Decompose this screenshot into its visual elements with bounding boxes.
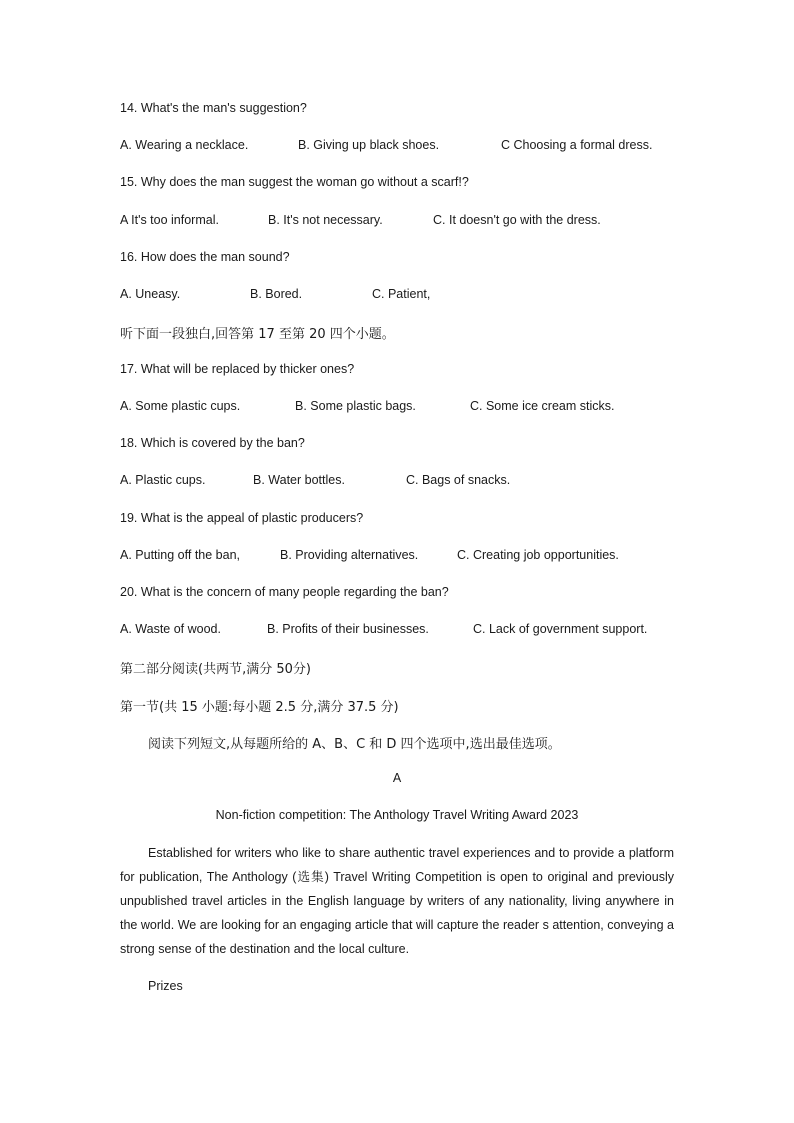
question-20: 20. What is the concern of many people regarding the ban? [120, 585, 449, 599]
monologue-instruction: 听下面一段独白,回答第 17 至第 20 四个小题。 [120, 327, 395, 342]
q16-option-c: C. Patient, [372, 287, 431, 301]
question-17: 17. What will be replaced by thicker ones? [120, 362, 355, 376]
q17-option-a: A. Some plastic cups. [120, 399, 241, 413]
passage-title: Non-fiction competition: The Anthology Travel Writing Award 2023 [215, 808, 579, 822]
reading-instruction: 阅读下列短文,从每题所给的 A、B、C 和 D 四个选项中,选出最佳选项。 [148, 737, 561, 752]
q15-option-c: C. It doesn't go with the dress. [433, 213, 601, 227]
q18-option-b: B. Water bottles. [253, 473, 345, 487]
q18-option-a: A. Plastic cups. [120, 473, 206, 487]
q18-option-c: C. Bags of snacks. [406, 473, 511, 487]
q15-option-b: B. It's not necessary. [268, 213, 383, 227]
q20-option-a: A. Waste of wood. [120, 622, 221, 636]
q20-option-b: B. Profits of their businesses. [267, 622, 429, 636]
passage-paragraph: Established for writers who like to share authentic travel experiences and to provide a platform for publication, The Anthology (选集) Travel Writing Competition is open to original and previously unpublished travel articles in the English language by writers of any nationality, living anywhere in the world. We are looking for an engaging article that will capture the reader s attention, conveying a strong sense of the destination and the local culture. [120, 846, 674, 956]
passage-letter: A [392, 771, 402, 785]
part2-heading: 第二部分阅读(共两节,满分 50分) [120, 662, 311, 677]
q14-option-a: A. Wearing a necklace. [120, 138, 249, 152]
question-14: 14. What's the man's suggestion? [120, 101, 307, 115]
question-18: 18. Which is covered by the ban? [120, 436, 305, 450]
question-16: 16. How does the man sound? [120, 250, 290, 264]
question-15: 15. Why does the man suggest the woman go without a scarf!? [120, 175, 469, 189]
q19-option-b: B. Providing alternatives. [280, 548, 419, 562]
q15-option-a: A It's too informal. [120, 213, 219, 227]
q16-option-a: A. Uneasy. [120, 287, 181, 301]
q17-option-b: B. Some plastic bags. [295, 399, 416, 413]
q20-option-c: C. Lack of government support. [473, 622, 648, 636]
section1-heading: 第一节(共 15 小题:每小题 2.5 分,满分 37.5 分) [120, 700, 399, 715]
q19-option-c: C. Creating job opportunities. [457, 548, 619, 562]
q16-option-b: B. Bored. [250, 287, 303, 301]
prizes-heading: Prizes [148, 979, 183, 993]
q14-option-c: C Choosing a formal dress. [501, 138, 653, 152]
q19-option-a: A. Putting off the ban, [120, 548, 240, 562]
q17-option-c: C. Some ice cream sticks. [470, 399, 615, 413]
question-19: 19. What is the appeal of plastic producers? [120, 511, 364, 525]
q14-option-b: B. Giving up black shoes. [298, 138, 440, 152]
